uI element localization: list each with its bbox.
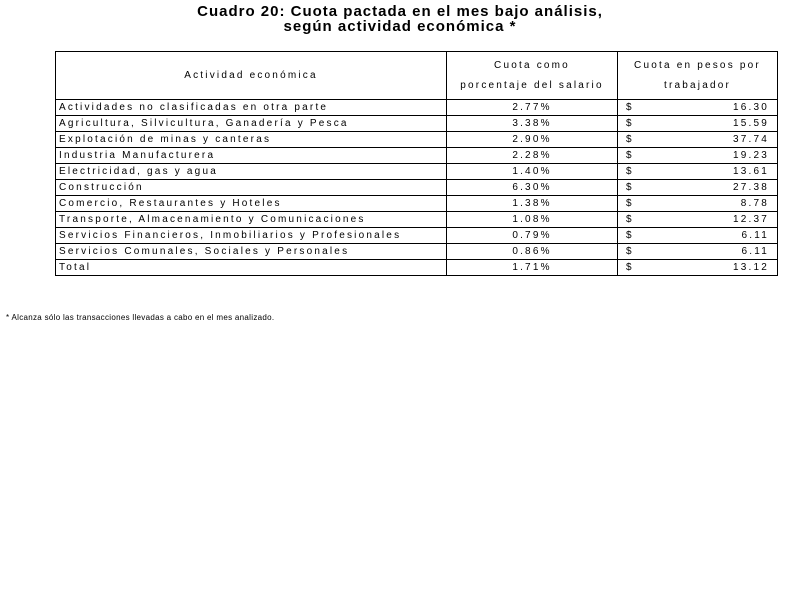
table-row — [56, 212, 778, 228]
cell-porcentaje: 1.38% — [447, 196, 618, 212]
cell-porcentaje: 3.38% — [447, 116, 618, 132]
header-porcentaje — [447, 52, 618, 100]
data-table — [55, 51, 778, 276]
currency-symbol: $ — [626, 150, 634, 161]
currency-symbol: $ — [626, 214, 634, 225]
currency-symbol: $ — [626, 262, 634, 273]
title-line-1: Cuadro 20: Cuota pactada en el mes bajo análisis, — [197, 3, 603, 20]
header-pesos — [618, 52, 778, 100]
currency-symbol: $ — [626, 182, 634, 193]
cell-actividad: Electricidad, gas y agua — [56, 164, 447, 180]
cell-porcentaje: 0.86% — [447, 244, 618, 260]
cell-porcentaje: 1.71% — [447, 260, 618, 276]
cell-pesos-value: 13.12 — [732, 262, 769, 273]
cell-pesos-value: 8.78 — [740, 198, 769, 209]
cell-pesos — [618, 196, 778, 212]
cell-porcentaje: 0.79% — [447, 228, 618, 244]
currency-symbol: $ — [626, 134, 634, 145]
cell-porcentaje: 6.30% — [447, 180, 618, 196]
cell-porcentaje: 2.28% — [447, 148, 618, 164]
cell-pesos — [618, 212, 778, 228]
title-line-2: según actividad económica * — [283, 18, 517, 35]
cell-actividad: Servicios Financieros, Inmobiliarios y Profesionales — [56, 228, 447, 244]
table-row — [56, 148, 778, 164]
cell-pesos-value: 27.38 — [732, 182, 769, 193]
cell-actividad: Servicios Comunales, Sociales y Personales — [56, 244, 447, 260]
cell-actividad: Actividades no clasificadas en otra parte — [56, 100, 447, 116]
table-row — [56, 116, 778, 132]
currency-symbol: $ — [626, 198, 634, 209]
header-porcentaje-line-1: Cuota como — [494, 59, 570, 71]
cell-pesos — [618, 116, 778, 132]
table-header-row — [56, 52, 778, 100]
cell-pesos-value: 12.37 — [732, 214, 769, 225]
table-row — [56, 244, 778, 260]
table-row — [56, 196, 778, 212]
cell-pesos-value: 6.11 — [741, 246, 769, 257]
cell-porcentaje: 2.90% — [447, 132, 618, 148]
table-row — [56, 164, 778, 180]
table-row — [56, 100, 778, 116]
table-row — [56, 132, 778, 148]
cell-porcentaje: 1.08% — [447, 212, 618, 228]
currency-symbol: $ — [626, 102, 634, 113]
cell-porcentaje: 1.40% — [447, 164, 618, 180]
footnote: * Alcanza sólo las transacciones llevadas a cabo en el mes analizado. — [6, 313, 275, 322]
cell-pesos-value: 6.11 — [741, 230, 769, 241]
cell-pesos — [618, 132, 778, 148]
cell-actividad: Total — [56, 260, 447, 276]
header-actividad: Actividad económica — [56, 52, 447, 100]
table-row-total — [56, 260, 778, 276]
cell-pesos — [618, 100, 778, 116]
header-porcentaje-line-2: porcentaje del salario — [460, 79, 604, 91]
cell-actividad: Industria Manufacturera — [56, 148, 447, 164]
cell-actividad: Comercio, Restaurantes y Hoteles — [56, 196, 447, 212]
cell-pesos-value: 13.61 — [732, 166, 769, 177]
cell-pesos-value: 37.74 — [732, 134, 769, 145]
table-row — [56, 228, 778, 244]
cell-pesos-value: 15.59 — [732, 118, 769, 129]
cell-actividad: Explotación de minas y canteras — [56, 132, 447, 148]
currency-symbol: $ — [626, 246, 634, 257]
data-table-container — [55, 51, 769, 276]
cell-actividad: Agricultura, Silvicultura, Ganadería y Pesca — [56, 116, 447, 132]
header-pesos-line-1: Cuota en pesos por — [634, 59, 761, 71]
cell-pesos — [618, 148, 778, 164]
currency-symbol: $ — [626, 230, 634, 241]
cell-pesos — [618, 180, 778, 196]
page-title — [0, 4, 800, 34]
cell-pesos — [618, 244, 778, 260]
currency-symbol: $ — [626, 166, 634, 177]
cell-pesos — [618, 228, 778, 244]
table-row — [56, 180, 778, 196]
cell-pesos-value: 19.23 — [732, 150, 769, 161]
cell-pesos-value: 16.30 — [732, 102, 769, 113]
header-pesos-line-2: trabajador — [663, 79, 732, 91]
currency-symbol: $ — [626, 118, 634, 129]
cell-porcentaje: 2.77% — [447, 100, 618, 116]
table-body — [56, 100, 778, 276]
cell-actividad: Construcción — [56, 180, 447, 196]
cell-pesos — [618, 260, 778, 276]
cell-pesos — [618, 164, 778, 180]
cell-actividad: Transporte, Almacenamiento y Comunicaciones — [56, 212, 447, 228]
